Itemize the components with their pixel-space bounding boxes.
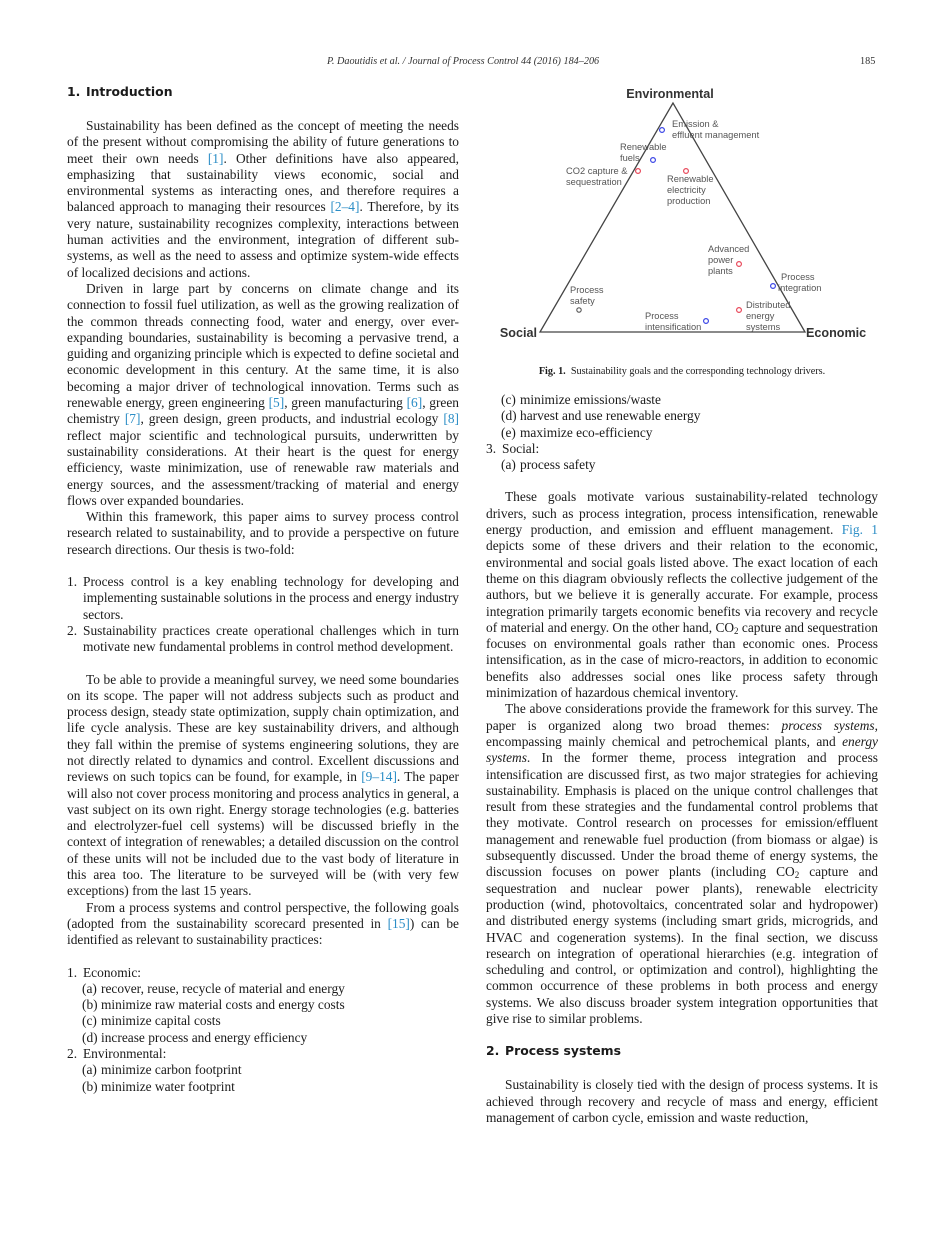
citation-link[interactable]: [1] — [207, 150, 224, 166]
citation-link[interactable]: [5] — [268, 395, 285, 411]
list-item: (c) minimize capital costs — [82, 1013, 221, 1029]
section-title: Process systems — [505, 1043, 621, 1059]
paragraph-intro-4: To be able to provide a meaningful survey, we need some boundaries on its scope. The paper will not address subjects such as product and process design, steady state optimization, supply chain optimization, and life cycle analysis. These are key sustainability drivers, and although they fall within the premise of systems engineering solutions, they are not directly related to dynamics and control. Excellent discussions and reviews on such topics can be found, for example, in [9–14]. The paper will also not cover process monitoring and process analytics in general, a vast subject on its own right. Energy storage technologies (e.g. batteries and electrolyzer-fuel cell systems) will be discussed briefly in the context of integration of renewables; a detailed discussion on the control of these units will not be included due to the vast body of literature in this area too. The literature to be surveyed will be (with very few exceptions) from the last 15 years. — [67, 671, 460, 899]
svg-text:Emission &effluent management: Emission & effluent management — [672, 119, 760, 140]
paragraph-intro-7: The above considerations provide the framework for this survey. The paper is organized along two broad themes: process systems, encompassing mainly chemical and petrochemical plants, and energy systems. In the former theme, process integration and process intensification are discussed first, as two major strategies for achieving sustainability. Emphasis is placed on the unique control challenges that result from these strategies and the fundamental control problems that they motivate. Control research on processes for emission/effluent management and renewable fuel production (from biomass or algae) is subsequently discussed. Under the broad theme of energy systems, the discussion focuses on power plants (including $CO_2$ capture and sequestration and nuclear power plants), renewable electricity production (wind, photovoltaics, concentrated solar and hydropower) and distributed energy systems (including smart grids, microgrids, and HVAC and cogeneration systems). In the final section, we discuss research on integration of operational hierarchies (e.g. integration of scheduling and control, or optimization and control), highlighting the common occurrence of these problems in both process and energy systems. We also discuss broader system integration opportunities that give rise to similar problems. — [486, 701, 879, 1026]
point-process-intensification — [704, 319, 709, 324]
paragraph-intro-1: Sustainability has been defined as the concept of meeting the needs of the present without compromising the ability of future generations to meet their own needs [1]. Other definitions have also appeared, emphasizing that sustainability views economic, social and environmental systems as interacting ones, and therefore requires a balanced approach to managing their resources [2–4]. Therefore, by its very nature, sustainability recognizes complexity, interactions between human activities and the environment, integration of different sub-systems, as well as the need to assess and optimize system-wide effects of localized decisions and actions. — [67, 118, 459, 280]
goals-list-continued — [486, 392, 878, 441]
paragraph-intro-5: From a process systems and control perspective, the following goals (adopted from the sustainability scorecard presented in [15]) can be identified as relevant to sustainability practices: — [67, 899, 459, 948]
figure-caption — [486, 364, 878, 392]
goals-social — [486, 441, 878, 457]
figure-1-ternary-diagram — [486, 84, 878, 364]
page-number: 185 — [860, 56, 876, 67]
list-item: (c) minimize emissions/waste — [501, 392, 661, 407]
section-number: 2. — [486, 1043, 500, 1059]
vertex-label-social: Social — [499, 326, 537, 340]
section-heading-introduction — [67, 84, 459, 102]
svg-text:Processintegration: Process integration — [778, 272, 822, 293]
point-distributed-energy — [737, 308, 742, 313]
paragraph-intro-2: Driven in large part by concerns on climate change and its connection to fossil fuel utilization, as well as the growing realization of the common threads connecting food, water and energy, over ever-expanding boundaries, sustainability is becoming a pervasive trend, a guiding and organizing principle which is expected to define societal and economic development in this century. At the same time, it is also becoming a major driver of technological innovation. Terms such as renewable energy, green engineering [5], green manufacturing [6], green chemistry [7], green design, green products, and industrial ecology [8] reflect major scientific and technological pursuits, underwritten by sustainability considerations. At their heart is the quest for energy efficiency, waste minimization, use of renewable raw materials and energy sources, and the assessment/tracking of material and energy flows over expanded boundaries. — [67, 280, 460, 508]
point-renewable-electricity — [684, 169, 689, 174]
paragraph-process-systems-1: Sustainability is closely tied with the design of process systems. It is achieved through recovery and recycle of mass and energy, efficient management of carbon cycle, emission and waste reduction, — [486, 1077, 878, 1125]
goal-economic: 1. Economic: — [67, 964, 142, 980]
list-item: (a) recover, reuse, recycle of material and energy — [82, 980, 345, 996]
svg-text:Processsafety: Process safety — [570, 285, 604, 306]
point-process-safety — [577, 308, 581, 312]
section-heading-process-systems — [486, 1043, 878, 1061]
section-title: Introduction — [86, 84, 173, 99]
svg-text:Renewableelectricityproduction: Renewable electricity production — [667, 174, 714, 206]
list-item: (a) minimize carbon footprint — [82, 1062, 242, 1078]
vertex-label-environmental: Environmental — [626, 87, 714, 101]
citation-link[interactable]: [7] — [124, 411, 141, 427]
paragraph-intro-3: Within this framework, this paper aims to survey process control research related to sustainability, and to provide a perspective on future research directions. Our thesis is two-fold: — [67, 509, 459, 557]
goal-social: 3. Social: — [486, 440, 540, 456]
goals-list — [67, 965, 459, 1095]
list-item: 2. Sustainability practices create operational challenges which in turn motivate new fundamental problems in control method development. — [67, 622, 459, 655]
citation-link[interactable]: [2–4] — [330, 199, 360, 215]
citation-link[interactable]: [15] — [387, 915, 410, 931]
point-advanced-power-plants — [737, 262, 742, 267]
running-head — [0, 56, 925, 70]
paragraph-intro-6: These goals motivate various sustainability-related technology drivers, such as process integration, process intensification, renewable energy production, and emission and effluent management. Fig. 1 depicts some of these drivers and their relation to the economic, environmental and social goals listed above. The exact location of each theme on this diagram obviously reflects the collective judgement of the authors, but we believe it is generally accurate. For example, process integration primarily targets economic benefits via recovery and recycle of material and energy. On the other hand, $CO_2$ capture and sequestration focuses on environmental goals rather than economic ones. Process intensification, as in the case of micro-reactors, in addition to economic benefits also addresses social ones like process safety through minimization of hazardous chemical inventory. — [486, 489, 878, 701]
list-item: (d) increase process and energy efficiency — [82, 1029, 308, 1045]
list-item: (a) process safety — [501, 457, 596, 473]
right-column — [486, 84, 878, 1126]
section-number: 1. — [67, 84, 81, 99]
list-item: (e) maximize eco-efficiency — [501, 424, 653, 440]
goal-environmental: 2. Environmental: — [67, 1046, 167, 1062]
figure-caption-text: Sustainability goals and the corresponding technology drivers. — [570, 366, 826, 377]
figure-label: Fig. 1. — [538, 366, 566, 377]
ternary-diagram — [486, 84, 878, 364]
point-co2-capture — [636, 169, 641, 174]
list-item: (d) harvest and use renewable energy — [501, 408, 701, 424]
list-item: (b) minimize water footprint — [82, 1078, 235, 1094]
point-emission-effluent — [660, 128, 665, 133]
citation-link[interactable]: [8] — [443, 411, 459, 427]
point-process-integration — [771, 284, 776, 289]
point-renewable-fuels — [651, 158, 656, 163]
svg-text:Distributedenergysystems: Distributed energy systems — [746, 300, 791, 332]
journal-citation: P. Daoutidis et al. / Journal of Process Control 44 (2016) 184–206 — [327, 56, 600, 67]
figure-link[interactable]: Fig. 1 — [841, 522, 878, 538]
thesis-list — [67, 574, 459, 655]
goals-social-items — [486, 457, 878, 473]
list-item: 1. Process control is a key enabling technology for developing and implementing sustainable solutions in the process and energy industry sectors. — [67, 574, 459, 622]
svg-text:Advancedpowerplants: Advanced power plants — [708, 244, 750, 276]
citation-link[interactable]: [9–14] — [361, 769, 397, 785]
vertex-label-economic: Economic — [806, 326, 867, 340]
citation-link[interactable]: [6] — [406, 395, 423, 411]
svg-text:Renewablefuels: Renewable fuels — [620, 142, 667, 163]
list-item: (b) minimize raw material costs and energy costs — [82, 997, 345, 1013]
svg-text:Processintensification: Process intensification — [645, 311, 702, 332]
svg-text:CO2 capture &sequestration: CO2 capture & sequestration — [566, 166, 628, 187]
left-column — [67, 84, 459, 1095]
